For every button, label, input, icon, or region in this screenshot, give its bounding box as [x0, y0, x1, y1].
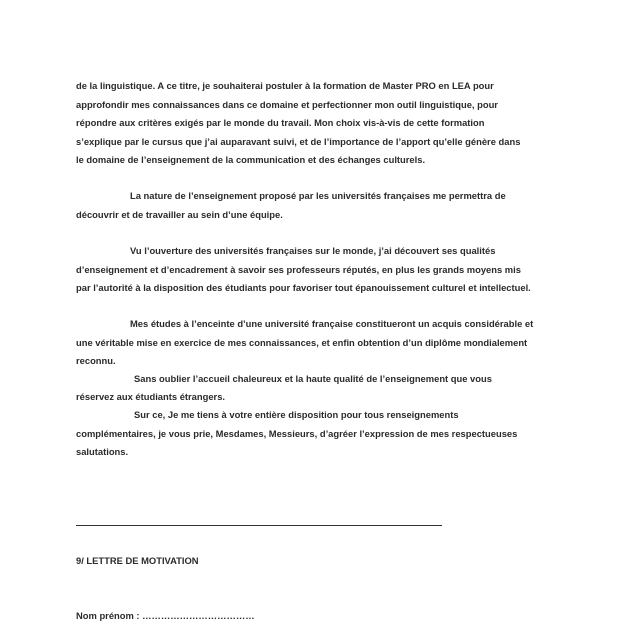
paragraph-1-line-4: s’explique par le cursus que j’ai auparavant suivi, et de l’importance de l’apport qu’elle génère dans	[76, 136, 521, 147]
paragraph-3-line-3: par l’autorité à la disposition des étudiants pour favoriser tout épanouissement culturel et intellectuel.	[76, 282, 531, 293]
paragraph-5-line-1: Sans oublier l’accueil chaleureux et la haute qualité de l’enseignement que vous	[134, 373, 492, 384]
paragraph-3-line-2: d’enseignement et d’encadrement à savoir ses professeurs réputés, en plus les grands moyens mis	[76, 264, 521, 275]
paragraph-2-line-2: découvrir et de travailler au sein d’une équipe.	[76, 209, 283, 220]
paragraph-6-line-3: salutations.	[76, 446, 129, 457]
paragraph-4-line-2: une véritable mise en exercice de mes connaissances, et enfin obtention d’un diplôme mondialement	[76, 337, 528, 348]
section-heading: 9/ LETTRE DE MOTIVATION	[76, 555, 199, 566]
paragraph-3-line-1: Vu l’ouverture des universités françaises sur le monde, j’ai découvert ses qualités	[130, 245, 496, 256]
paragraph-2-line-1: La nature de l’enseignement proposé par les universités françaises me permettra de	[130, 190, 506, 201]
paragraph-5-line-2: réservez aux étudiants étrangers.	[76, 391, 226, 402]
paragraph-1-line-5: le domaine de l’enseignement de la communication et des échanges culturels.	[76, 154, 426, 165]
paragraph-6-line-2: complémentaires, je vous prie, Mesdames, Messieurs, d’agréer l’expression de mes respectueuses	[76, 428, 518, 439]
paragraph-4-line-3: reconnu.	[76, 355, 116, 366]
paragraph-6-line-1: Sur ce, Je me tiens à votre entière disposition pour tous renseignements	[134, 409, 459, 420]
section-divider	[76, 525, 442, 526]
name-field-label: Nom prénom : ………………………………	[76, 610, 255, 621]
paragraph-1-line-1: de la linguistique. A ce titre, je souhaiterai postuler à la formation de Master PRO en LEA pour	[76, 80, 494, 91]
paragraph-4-line-1: Mes études à l’enceinte d’une université française constitueront un acquis considérable et	[130, 318, 534, 329]
paragraph-1-line-2: approfondir mes connaissances dans ce domaine et perfectionner mon outil linguistique, pour	[76, 99, 498, 110]
paragraph-1-line-3: répondre aux critères exigés par le monde du travail. Mon choix vis-à-vis de cette formation	[76, 117, 485, 128]
